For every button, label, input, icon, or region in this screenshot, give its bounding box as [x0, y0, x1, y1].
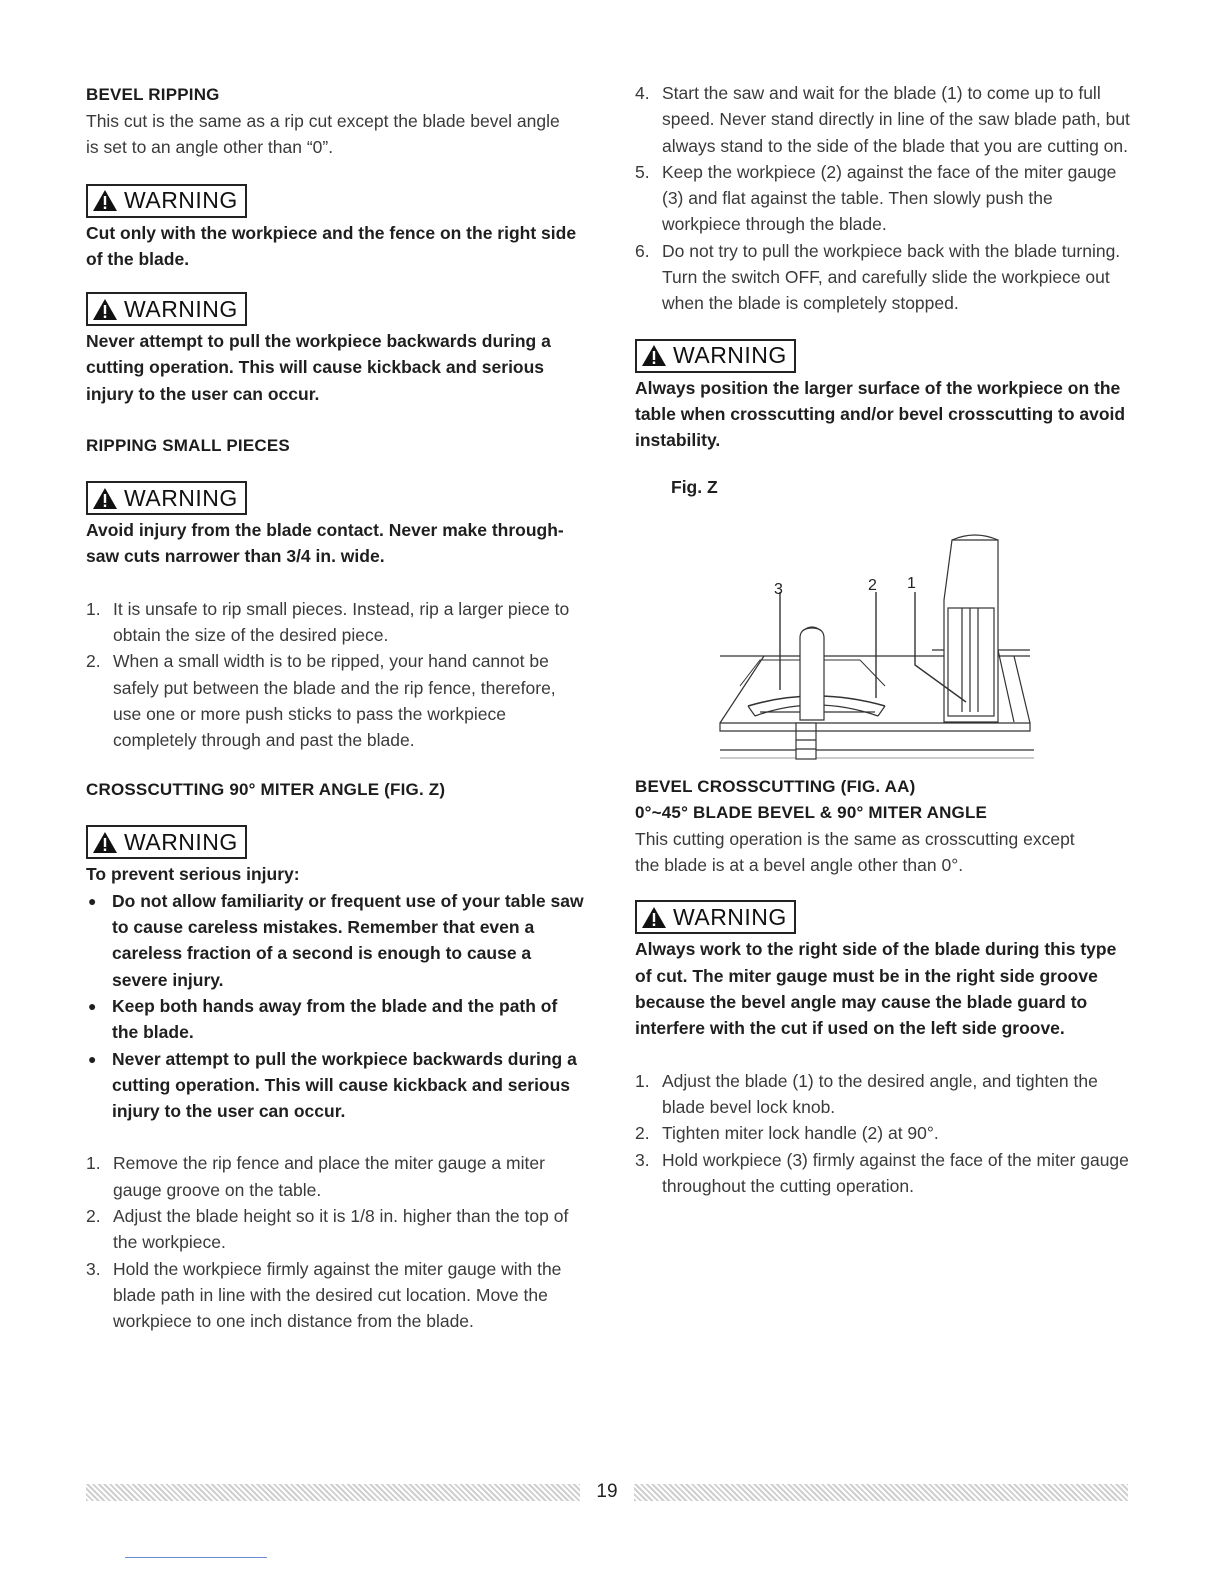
miter-bar [796, 723, 816, 759]
warning-triangle-icon [92, 189, 118, 212]
list-item: 2. When a small width is to be ripped, your hand cannot be safely put between the blade and the rip fence, therefore, use one or more push sticks to pass the workpiece completely through and past the blade. [86, 651, 556, 751]
warning-label-5 [635, 339, 796, 373]
list-item: 1. It is unsafe to rip small pieces. Instead, rip a larger piece to obtain the size of the desired piece. [86, 598, 570, 645]
list-item: 1. Adjust the blade (1) to the desired angle, and tighten the blade bevel lock knob. [635, 1070, 1098, 1117]
list-item: ● Do not allow familiarity or frequent use of your table saw to cause careless mistakes. Remember that even a careless fraction of a second is enough to cause a severe injury. [88, 890, 584, 990]
list-item: 4. Start the saw and wait for the blade (1) to come up to full speed. Never stand directly in line of the saw blade path, but always stand to the side of the blade that you are cutting on. [635, 83, 1130, 156]
bevel-crosscutting-heading: BEVEL CROSSCUTTING (FIG. AA) [635, 776, 916, 796]
list-item: 3. Hold workpiece (3) firmly against the face of the miter gauge throughout the cutting operation. [635, 1149, 1129, 1196]
list-item: 2. Tighten miter lock handle (2) at 90°. [635, 1123, 939, 1144]
warning-text: WARNING [124, 484, 238, 511]
splitter [998, 650, 1014, 722]
fig-z-diagram [700, 490, 1060, 780]
list-item: ● Keep both hands away from the blade and the path of the blade. [88, 995, 558, 1043]
ripping-small-steps [86, 596, 586, 754]
bevel-crosscutting-text: This cutting operation is the same as crosscutting except the blade is at a bevel angle other than 0°. [635, 828, 1075, 876]
warning-3-text: Avoid injury from the blade contact. Never make through-saw cuts narrower than 3/4 in. wide. [86, 520, 564, 567]
list-item: 3. Hold the workpiece firmly against the miter gauge with the blade path in line with the desired cut location. Move the workpiece to one inch distance from the blade. [86, 1258, 562, 1332]
page-number: 19 [596, 1481, 618, 1502]
table-front-edge [720, 723, 1030, 731]
list-item: 6. Do not try to pull the workpiece back with the blade turning. Turn the switch OFF, and carefully slide the workpiece out when the blade is completely stopped. [635, 240, 1121, 314]
warning-label-1 [86, 184, 247, 218]
warning-label-6 [635, 900, 796, 934]
warning-text: WARNING [124, 295, 238, 322]
fig-z-label: Fig. Z [671, 476, 718, 497]
table-left-bevel [720, 656, 764, 723]
crosscutting-heading: CROSSCUTTING 90° MITER ANGLE (FIG. Z) [86, 780, 446, 800]
left-column [86, 80, 586, 1335]
warning-label-4 [86, 825, 247, 859]
warning-block-3 [86, 481, 586, 570]
warning-4-intro: To prevent serious injury: [86, 864, 300, 885]
warning-block-4 [86, 825, 586, 1124]
table-right-edge [1014, 656, 1030, 723]
crosscut-steps [86, 1150, 586, 1334]
warning-4-bullets [86, 888, 586, 1125]
warning-triangle-icon [641, 344, 667, 367]
warning-text: WARNING [673, 903, 787, 930]
list-item: 5. Keep the workpiece (2) against the face of the miter gauge (3) and flat against the table. Then slowly push the workpiece through the blade. [635, 161, 1117, 235]
bevel-ripping-heading: BEVEL RIPPING [86, 85, 220, 104]
warning-2-text: Never attempt to pull the workpiece backwards during a cutting operation. This will cause kickback and serious injury to the user can occur. [86, 331, 551, 404]
miter-handle [800, 628, 824, 720]
footer-pattern-right [634, 1484, 1128, 1501]
warning-triangle-icon [92, 298, 118, 321]
warning-label-3 [86, 481, 247, 515]
warning-6-text: Always work to the right side of the blade during this type of cut. The miter gauge must be in the right side groove because the bevel angle may cause the blade guard to interfere with the cut if used on the left side groove. [635, 939, 1117, 1039]
list-item: 1. Remove the rip fence and place the miter gauge a miter gauge groove on the table. [86, 1153, 545, 1200]
warning-5-text: Always position the larger surface of the workpiece on the table when crosscutting and/or bevel crosscutting to avoid instability. [635, 377, 1126, 451]
fig-callout-3: 3 [774, 581, 783, 598]
warning-text: WARNING [124, 828, 238, 855]
bevel-crosscutting-subheading: 0°~45° BLADE BEVEL & 90° MITER ANGLE [635, 802, 988, 822]
list-item: ● Never attempt to pull the workpiece backwards during a cutting operation. This will cause kickback and serious injury to the user can occur. [88, 1048, 577, 1122]
warning-label-2 [86, 292, 247, 326]
warning-block-1 [86, 184, 586, 273]
ripping-small-pieces-heading: RIPPING SMALL PIECES [86, 436, 290, 456]
bevel-ripping-text: This cut is the same as a rip cut except the blade bevel angle is set to an angle other than “0”. [86, 111, 560, 158]
warning-block-2 [86, 292, 586, 407]
blade-guard [944, 540, 998, 722]
warning-block-5 [635, 339, 1135, 454]
page-footer [86, 1481, 1128, 1505]
footer-pattern-left [86, 1484, 580, 1501]
bevel-crosscut-steps [635, 1068, 1135, 1199]
warning-block-6 [635, 900, 1135, 1041]
warning-triangle-icon [92, 831, 118, 854]
warning-text: WARNING [673, 342, 787, 369]
fig-callout-2: 2 [868, 577, 877, 594]
bottom-rule [125, 1557, 267, 1558]
fig-callout-1: 1 [907, 575, 916, 592]
warning-triangle-icon [92, 487, 118, 510]
crosscut-steps-continued [635, 80, 1135, 317]
warning-text: WARNING [124, 187, 238, 214]
warning-1-text: Cut only with the workpiece and the fence on the right side of the blade. [86, 222, 577, 269]
warning-triangle-icon [641, 906, 667, 929]
list-item: 2. Adjust the blade height so it is 1/8 in. higher than the top of the workpiece. [86, 1206, 569, 1253]
